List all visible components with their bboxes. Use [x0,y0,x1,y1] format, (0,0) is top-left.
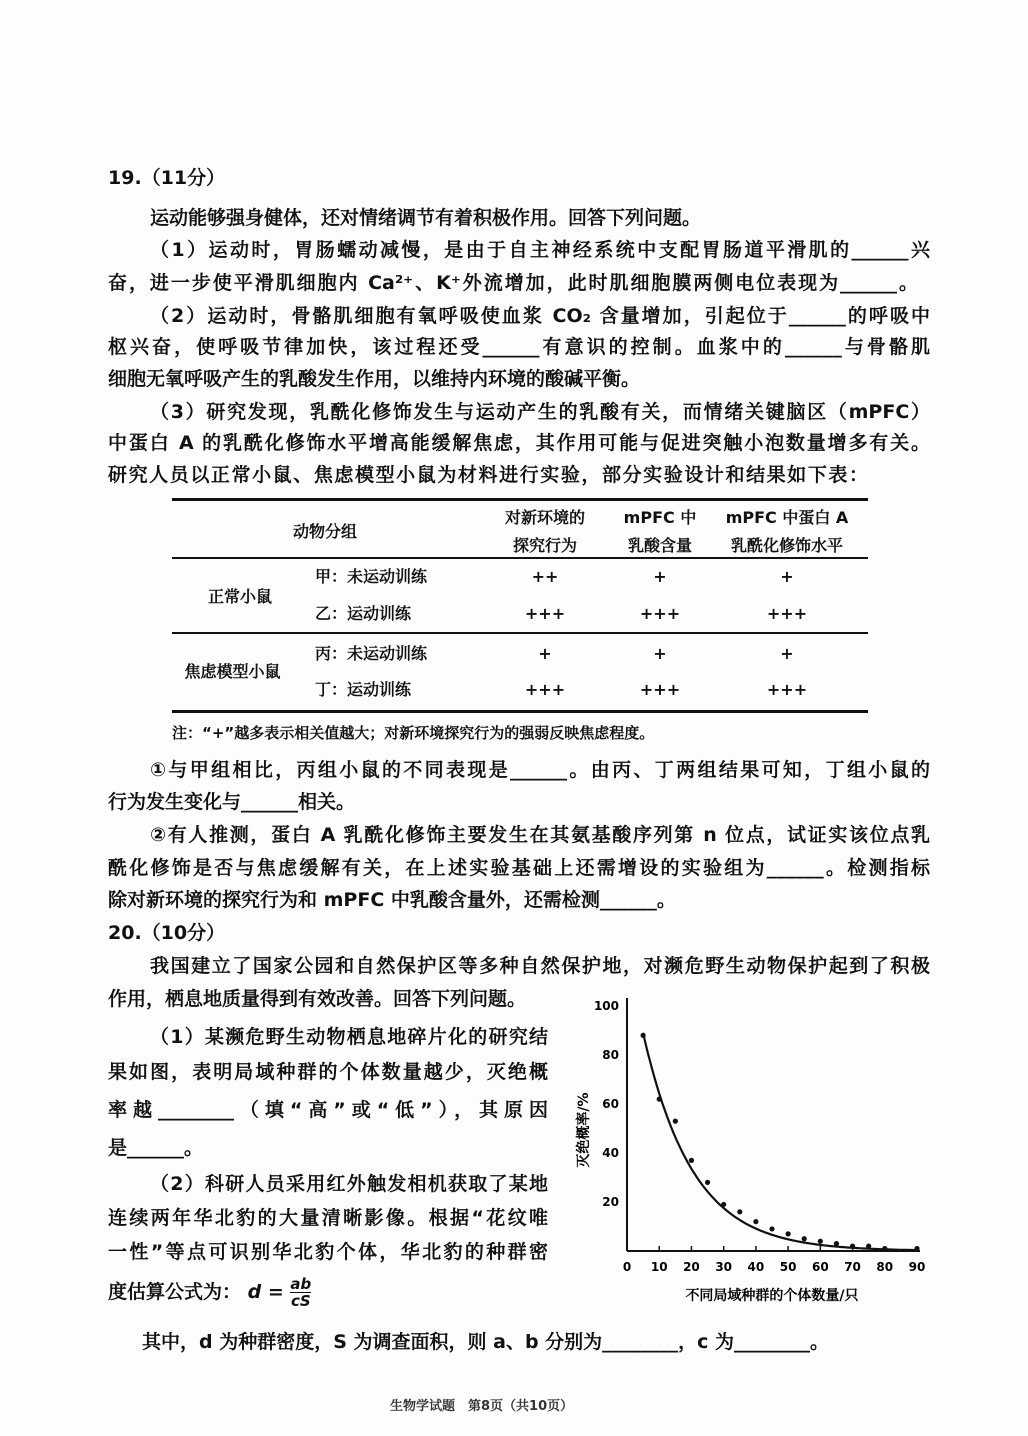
cell-value: + [780,567,794,586]
group-name: 焦虑模型小鼠 [184,662,281,681]
q20-line: （2）科研人员采用红外触发相机获取了某地 [150,1173,548,1195]
data-point [914,1246,919,1251]
y-tick-label: 80 [602,1048,619,1062]
table-header: 探究行为 [512,536,577,555]
x-tick-label: 50 [779,1260,797,1274]
row-label: 甲：未运动训练 [315,567,428,586]
data-point [721,1202,726,1207]
q19-line: 奋，进一步使平滑肌细胞内 Ca²⁺、K⁺外流增加，此时肌细胞膜两侧电位表现为______。 [108,272,918,294]
data-point [850,1244,855,1249]
table-header: mPFC 中蛋白 A [725,508,849,527]
q20-line: 连续两年华北豹的大量清晰影像。根据“花纹唯 [108,1207,548,1229]
x-tick-label: 30 [715,1260,733,1274]
cell-value: + [653,567,667,586]
q19-line: 细胞无氧呼吸产生的乳酸发生作用，以维持内环境的酸碱平衡。 [108,368,641,390]
q19-line: 枢兴奋，使呼吸节律加快，该过程还受______有意识的控制。血浆中的______与骨骼肌 [108,336,930,358]
cell-value: + [780,644,794,663]
cell-value: +++ [766,680,808,699]
q19-line: 研究人员以正常小鼠、焦虑模型小鼠为材料进行实验，部分实验设计和结果如下表： [108,464,868,486]
row-label: 丙：未运动训练 [315,644,428,663]
q19-line: 除对新环境的探究行为和 mPFC 中乳酸含量外，还需检测______。 [108,889,676,911]
y-tick-label: 100 [593,999,619,1013]
table-header: 乳酸含量 [627,536,692,555]
data-point [705,1180,710,1185]
data-point [753,1219,758,1224]
x-axis-label: 不同局域种群的个体数量/只 [685,1288,859,1304]
data-point [641,1033,646,1038]
q20-header: 20.（10分） [108,922,226,944]
data-point [769,1226,774,1231]
cell-value: +++ [639,604,681,623]
cell-value: +++ [524,604,566,623]
q19-line: （1）运动时，胃肠蠕动减慢，是由于自主神经系统中支配胃肠道平滑肌的______兴 [150,239,930,261]
q20-line: 果如图，表明局域种群的个体数量越少，灭绝概 [108,1061,548,1083]
x-tick-label: 10 [650,1260,668,1274]
cell-value: ++ [531,567,559,586]
table-top-rule [172,498,868,501]
row-label: 乙：运动训练 [315,604,412,623]
data-point [786,1231,791,1236]
table-header: 乳酰化修饰水平 [730,536,843,555]
q19-line: 中蛋白 A 的乳酰化修饰水平增高能缓解焦虑，其作用可能与促进突触小泡数量增多有关。 [108,432,930,454]
formula-numerator: ab [290,1275,312,1293]
x-tick-label: 40 [747,1260,765,1274]
q20-line: 作用，栖息地质量得到有效改善。回答下列问题。 [108,988,527,1010]
q20-line: （1）某濒危野生动物栖息地碎片化的研究结 [150,1026,548,1048]
table-bottom-rule [172,710,868,713]
group-name: 正常小鼠 [207,587,272,606]
table-rule [172,632,868,634]
table-note: 注：“+”越多表示相关值越大；对新环境探究行为的强弱反映焦虑程度。 [172,724,655,742]
cell-value: + [538,644,552,663]
data-point [673,1119,678,1124]
row-label: 丁：运动训练 [315,680,412,699]
formula-denominator: cS [290,1292,311,1310]
x-tick-label: 90 [908,1260,926,1274]
q20-line: 其中，d 为种群密度，S 为调查面积，则 a、b 分别为________，c 为________。 [142,1331,830,1353]
x-tick-label: 70 [844,1260,861,1274]
q19-line: 运动能够强身健体，还对情绪调节有着积极作用。回答下列问题。 [150,207,702,229]
data-point [866,1244,871,1249]
q19-line: ②有人推测，蛋白 A 乳酰化修饰主要发生在其氨基酸序列第 n 位点，试证实该位点乳 [150,824,930,846]
data-point [882,1246,887,1251]
q19-line: 行为发生变化与______相关。 [108,791,356,813]
data-point [657,1097,662,1102]
q20-line: 率越________（填“高”或“低”），其原因 [108,1099,548,1121]
cell-value: + [653,644,667,663]
q20-line [108,1276,311,1309]
data-point [834,1241,839,1246]
table-rule [172,557,868,559]
data-point [737,1209,742,1214]
formula-fraction [290,1276,311,1309]
formula-intro: 度估算公式为： [108,1281,242,1303]
x-tick-label: 80 [876,1260,894,1274]
y-tick-label: 40 [602,1146,619,1160]
data-point [802,1236,807,1241]
q20-line: 我国建立了国家公园和自然保护区等多种自然保护地，对濒危野生动物保护起到了积极 [150,955,930,977]
q19-header: 19.（11分） [108,167,226,189]
y-axis-label: 灭绝概率/% [576,1092,592,1168]
q19-line: 酰化修饰是否与焦虑缓解有关，在上述实验基础上还需增设的实验组为______。检测指标 [108,857,930,879]
data-point [818,1239,823,1244]
y-tick-label: 20 [602,1195,619,1209]
q20-line: 一性”等点可识别华北豹个体，华北豹的种群密 [108,1241,548,1263]
data-point [689,1158,694,1163]
x-tick-label: 0 [622,1260,632,1274]
y-tick-label: 60 [602,1097,619,1111]
q20-line: 是______。 [108,1137,204,1159]
formula-lhs: d = [247,1281,284,1303]
q19-line: ①与甲组相比，丙组小鼠的不同表现是______。由丙、丁两组结果可知，丁组小鼠的 [150,759,930,781]
cell-value: +++ [639,680,681,699]
table-header: 动物分组 [292,522,357,541]
page-footer: 生物学试题 第8页（共10页） [390,1399,574,1414]
q19-line: （3）研究发现，乳酰化修饰发生与运动产生的乳酸有关，而情绪关键脑区（mPFC） [150,401,930,423]
x-tick-label: 60 [811,1260,829,1274]
fit-curve [643,1033,917,1250]
table-header: mPFC 中 [623,508,697,527]
table-header: 对新环境的 [504,508,585,527]
cell-value: +++ [766,604,808,623]
x-tick-label: 20 [683,1260,700,1274]
q19-line: （2）运动时，骨骼肌细胞有氧呼吸使血浆 CO₂ 含量增加，引起位于______的呼吸中 [150,305,930,327]
cell-value: +++ [524,680,566,699]
